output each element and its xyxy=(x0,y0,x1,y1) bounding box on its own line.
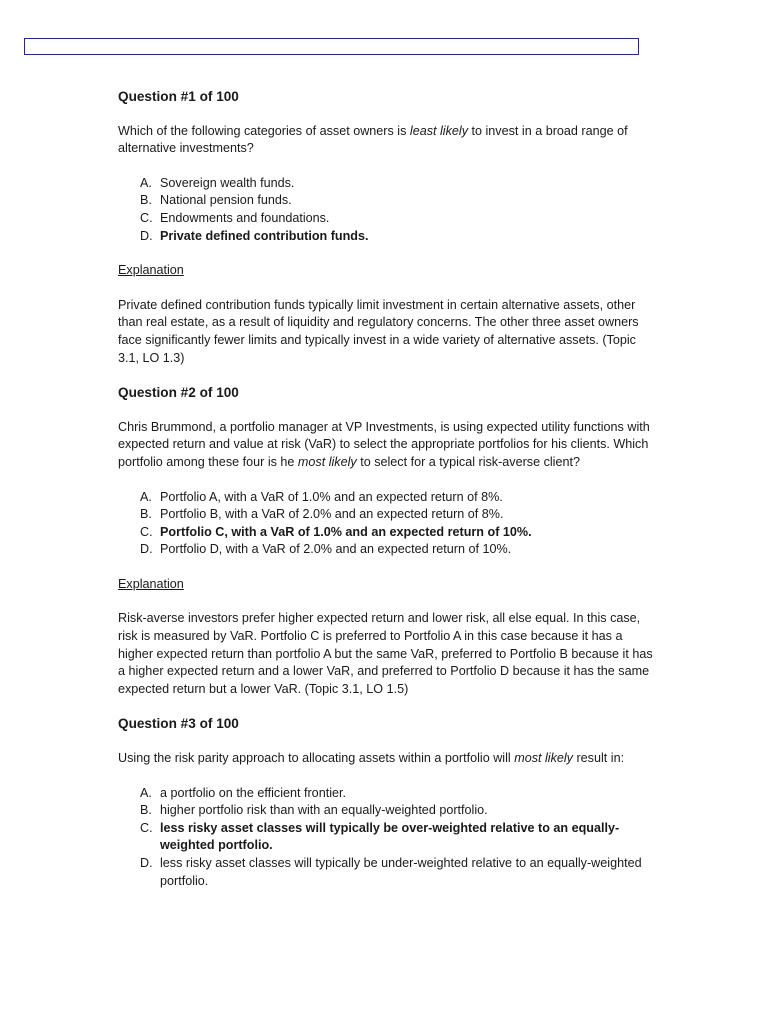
question-title: Question #2 of 100 xyxy=(118,385,239,401)
explanation-heading[interactable]: Explanation xyxy=(118,576,184,591)
answer-options xyxy=(118,785,654,891)
header-box xyxy=(24,38,639,55)
option-text: a portfolio on the efficient frontier. xyxy=(160,785,346,800)
option-d xyxy=(118,855,654,890)
option-text: less risky asset classes will typically be over-weighted relative to an equally-weighted portfolio. xyxy=(160,820,620,853)
stem-emphasis: most likely xyxy=(297,454,357,469)
answer-options xyxy=(118,489,654,559)
question-2 xyxy=(118,384,654,698)
option-text: Portfolio C, with a VaR of 1.0% and an expected return of 10%. xyxy=(160,524,532,539)
option-text: Portfolio D, with a VaR of 2.0% and an expected return of 10%. xyxy=(160,542,512,557)
option-text: Endowments and foundations. xyxy=(160,210,330,225)
option-text: Portfolio A, with a VaR of 1.0% and an expected return of 8%. xyxy=(160,489,503,504)
option-letter: D. xyxy=(140,856,153,870)
option-text: National pension funds. xyxy=(160,193,292,208)
option-letter: B. xyxy=(140,507,152,522)
option-c-correct xyxy=(118,820,654,855)
option-c-correct xyxy=(118,524,654,542)
option-letter: A. xyxy=(140,785,152,800)
question-title: Question #1 of 100 xyxy=(118,89,239,104)
option-letter: C. xyxy=(140,524,153,539)
option-letter: D. xyxy=(140,542,153,557)
answer-options xyxy=(118,175,654,245)
explanation-text: Private defined contribution funds typically limit investment in certain alternative assets, other than real estate, as a result of liquidity and regulatory concerns. The other three asset owners face significantly fewer limits and typically invest in a wide variety of alternative assets. (Topic 3.1, LO 1.3) xyxy=(118,297,639,365)
option-d-correct xyxy=(118,228,654,246)
explanation-heading[interactable]: Explanation xyxy=(118,263,184,278)
option-text: Sovereign wealth funds. xyxy=(160,175,295,190)
option-d xyxy=(118,541,654,559)
option-letter: C. xyxy=(140,820,153,835)
option-text: higher portfolio risk than with an equally-weighted portfolio. xyxy=(160,803,488,818)
question-stem: Which of the following categories of asset owners is least likely to invest in a broad range of alternative investments? xyxy=(118,123,628,156)
option-b xyxy=(118,192,654,210)
question-stem: Chris Brummond, a portfolio manager at VP Investments, is using expected utility functions with expected return and value at risk (VaR) to select the appropriate portfolios for his clients. Which portfolio among these four is he most likely to select for a typical risk-averse client? xyxy=(118,419,650,469)
option-letter: C. xyxy=(140,210,153,225)
option-letter: B. xyxy=(140,803,152,818)
option-a xyxy=(118,785,654,803)
option-letter: A. xyxy=(140,489,152,504)
option-letter: D. xyxy=(140,228,153,243)
stem-emphasis: most likely xyxy=(514,751,573,766)
option-letter: A. xyxy=(140,175,152,190)
option-a xyxy=(118,489,654,507)
question-3 xyxy=(118,715,654,890)
question-title: Question #3 of 100 xyxy=(118,716,239,732)
stem-emphasis: least likely xyxy=(409,123,468,138)
option-letter: B. xyxy=(140,193,152,208)
option-b xyxy=(118,506,654,524)
explanation-text: Risk-averse investors prefer higher expected return and lower risk, all else equal. In this case, risk is measured by VaR. Portfolio C is preferred to Portfolio A in this case because it has a higher expected return than portfolio A but the same VaR, preferred to Portfolio B because it has a higher expected return and a lower VaR, and preferred to Portfolio D because it has the same expected return but a lower VaR. (Topic 3.1, LO 1.5) xyxy=(118,611,653,696)
document-body xyxy=(118,88,654,907)
question-stem: Using the risk parity approach to allocating assets within a portfolio will most likely result in: xyxy=(118,751,625,766)
option-a xyxy=(118,175,654,193)
option-b xyxy=(118,802,654,820)
option-text: Portfolio B, with a VaR of 2.0% and an expected return of 8%. xyxy=(160,507,504,522)
question-1 xyxy=(118,88,654,367)
option-text: Private defined contribution funds. xyxy=(160,228,369,243)
option-text: less risky asset classes will typically be under-weighted relative to an equally-weighted portfolio. xyxy=(160,856,642,888)
option-c xyxy=(118,210,654,228)
